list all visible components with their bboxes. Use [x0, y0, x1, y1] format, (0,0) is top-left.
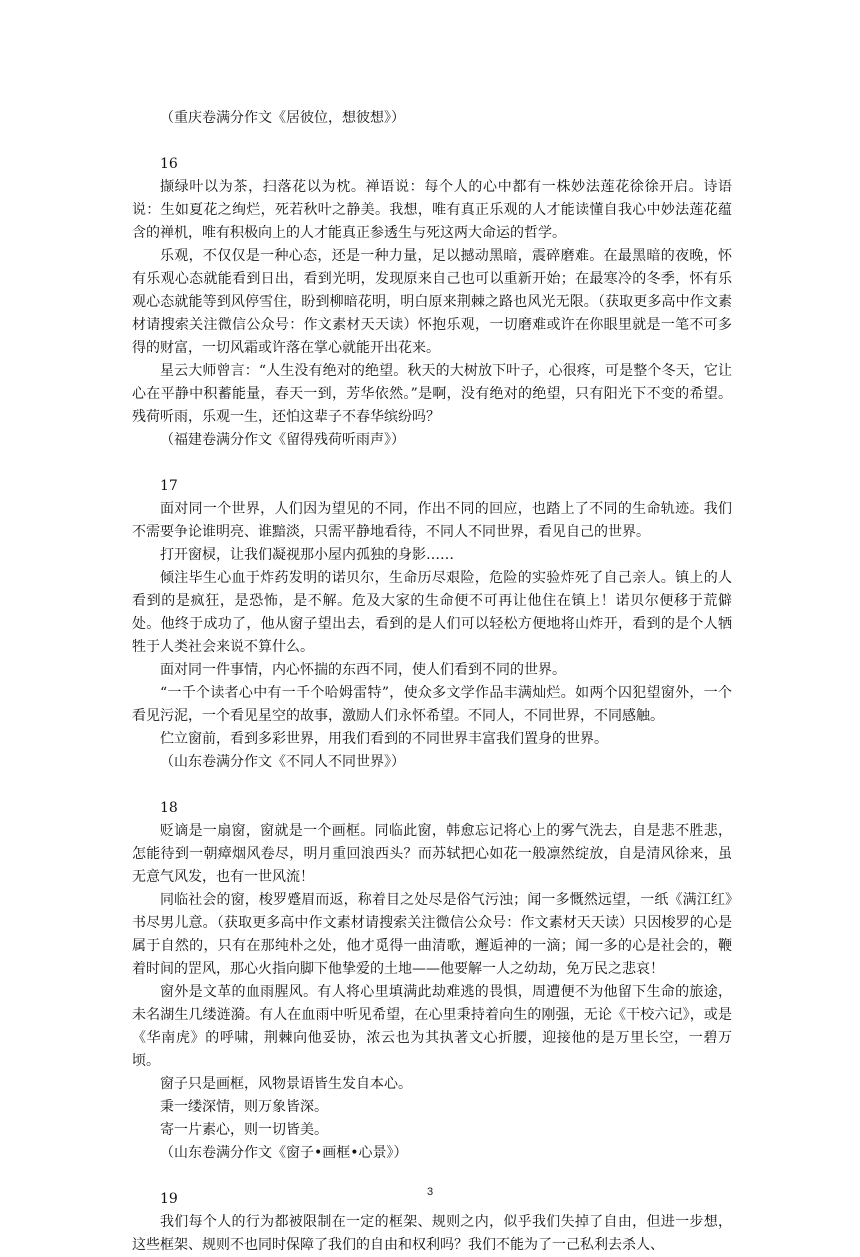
- paragraph: 窗外是文革的血雨腥风。有人将心里填满此劫难逃的畏惧，周遭便不为他留下生命的旅途，未名湖生几缕涟漪。有人在血雨中听见希望，在心里秉持着向生的刚强，无论《干校六记》，或是《华南虎》的呼啸，荆棘向他妥协，浓云也为其执著文心折腰，迎接他的是万里长空，一碧万顷。: [132, 984, 732, 1069]
- page-number: 3: [426, 1186, 434, 1198]
- essay-section: [132, 475, 732, 774]
- section-number: 17: [160, 478, 178, 494]
- paragraph: 倾注毕生心血于炸药发明的诺贝尔，生命历尽艰险，危险的实验炸死了自己亲人。镇上的人看到的是疯狂，是恐怖，是不解。危及大家的生命便不可再让他住在镇上！诺贝尔便移于荒僻处。他终于成功了，他从窗子望出去，看到的是人们可以轻松方便地将山炸开，看到的是个人牺牲于人类社会来说不算什么。: [132, 570, 732, 655]
- paragraph: “一千个读者心中有一千个哈姆雷特”，使众多文学作品丰满灿烂。如两个囚犯望窗外，一个看见污泥，一个看见星空的故事，激励人们永怀希望。不同人，不同世界，不同感触。: [132, 685, 732, 724]
- paragraph: 打开窗棂，让我们凝视那小屋内孤独的身影……: [160, 547, 454, 563]
- paragraph: 伫立窗前，看到多彩世界，用我们看到的不同世界丰富我们置身的世界。: [160, 731, 608, 747]
- spacer: [132, 130, 732, 153]
- essay-section: [132, 153, 732, 452]
- section-number: 18: [160, 800, 178, 816]
- source-line: （山东卷满分作文《窗子•画框•心景》）: [160, 1145, 408, 1161]
- source-line: （山东卷满分作文《不同人不同世界》）: [160, 754, 405, 770]
- paragraph: 同临社会的窗，梭罗蹙眉而返，称着目之处尽是俗气污浊；闻一多慨然远望，一纸《满江红》书尽男儿意。（获取更多高中作文素材请搜索关注微信公众号：作文素材天天读）只因梭罗的心是属于自然的，只有在那纯朴之处，他才觅得一曲清歌，邂逅神的一滴；闻一多的心是社会的，鞭着时间的罡风，那心火指向脚下他挚爱的土地——他要解一人之幼劫，免万民之悲哀！: [132, 892, 732, 977]
- paragraph: 星云大师曾言：“人生没有绝对的绝望。秋天的大树放下叶子，心很疼，可是整个冬天，它让心在平静中积蓄能量，春天一到，芳华依然。”是啊，没有绝对的绝望，只有阳光下不变的希望。残荷听雨，乐观一生，还怕这辈子不春华缤纷吗？: [132, 363, 732, 425]
- paragraph: 秉一缕深情，则万象皆深。: [160, 1099, 328, 1115]
- source-line: （福建卷满分作文《留得残荷听雨声》）: [160, 432, 405, 448]
- essay-sections: [132, 153, 732, 1257]
- section-number: 16: [160, 156, 178, 172]
- paragraph: 我们每个人的行为都被限制在一定的框架、规则之内，似乎我们失掉了自由，但进一步想，这些框架、规则不也同时保障了我们的自由和权利吗？我们不能为了一己私利去杀人、: [132, 1214, 732, 1253]
- essay-section: [132, 797, 732, 1165]
- intro-source-line: （重庆卷满分作文《居彼位，想彼想》）: [160, 110, 405, 126]
- paragraph: 面对同一个世界，人们因为望见的不同，作出不同的回应，也踏上了不同的生命轨迹。我们不需要争论谁明亮、谁黯淡，只需平静地看待，不同人不同世界，看见自己的世界。: [132, 501, 732, 540]
- document-body: [132, 107, 732, 1257]
- paragraph: 窗子只是画框，风物景语皆生发自本心。: [160, 1076, 412, 1092]
- paragraph: 寄一片素心，则一切皆美。: [160, 1122, 328, 1138]
- paragraph: 面对同一件事情，内心怀揣的东西不同，使人们看到不同的世界。: [160, 662, 566, 678]
- paragraph: 撷绿叶以为茶，扫落花以为枕。禅语说：每个人的心中都有一株妙法莲花徐徐开启。诗语说：生如夏花之绚烂，死若秋叶之静美。我想，唯有真正乐观的人才能读懂自我心中妙法莲花蕴含的禅机，唯有积极向上的人才能真正参透生与死这两大命运的哲学。: [132, 179, 732, 241]
- essay-section: [132, 1188, 732, 1257]
- section-number: 19: [160, 1191, 178, 1207]
- paragraph: 贬谪是一扇窗，窗就是一个画框。同临此窗，韩愈忘记将心上的雾气洗去，自是悲不胜悲，怎能待到一朝瘴烟风卷尽，明月重回浪西头？而苏轼把心如花一般凛然绽放，自是清风徐来，虽无意气风发，也有一世风流！: [132, 823, 732, 885]
- paragraph: 乐观，不仅仅是一种心态，还是一种力量，足以撼动黑暗，震碎磨难。在最黑暗的夜晚，怀有乐观心态就能看到日出，看到光明，发现原来自己也可以重新开始；在最寒冷的冬季，怀有乐观心态就能等到风停雪住，盼到柳暗花明，明白原来荆棘之路也风光无限。（获取更多高中作文素材请搜索关注微信公众号：作文素材天天读）怀抱乐观，一切磨难或许在你眼里就是一笔不可多得的财富，一切风霜或许落在掌心就能开出花来。: [132, 248, 732, 356]
